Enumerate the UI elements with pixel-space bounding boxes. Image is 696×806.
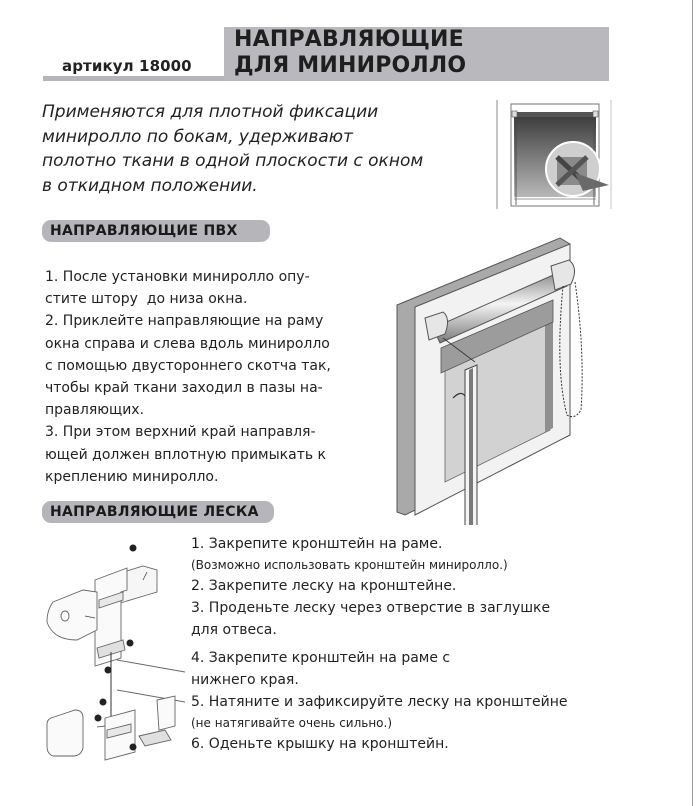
pvc-line: 3. При этом верхний край направля- bbox=[45, 424, 316, 441]
intro-line: Применяются для плотной фиксации bbox=[42, 102, 379, 122]
pvc-line: 2. Приклейте направляющие на раму bbox=[45, 313, 324, 330]
step-marker-2 bbox=[127, 640, 134, 647]
line-step-5: 5. Натяните и зафиксируйте леску на кронштейне bbox=[191, 694, 568, 710]
pvc-line: окна справа и слева вдоль миниролло bbox=[45, 335, 330, 352]
step-marker-5 bbox=[100, 699, 107, 706]
step-marker-1 bbox=[130, 545, 137, 552]
step-marker-4 bbox=[130, 744, 137, 751]
line-step-4: 4. Закрепите кронштейн на раме с bbox=[191, 650, 451, 666]
floor-plate bbox=[139, 730, 171, 746]
bracket-left bbox=[512, 111, 517, 117]
line-guide-illustration bbox=[35, 530, 185, 775]
line-step-5-note: (не натягивайте очень сильно.) bbox=[191, 716, 393, 730]
bracket-right bbox=[593, 111, 598, 117]
intro-line: в откидном положении. bbox=[42, 175, 258, 196]
pvc-line: чтобы край ткани заходил в пазы на- bbox=[45, 380, 323, 397]
line-step-6: 6. Оденьте крышку на кронштейн. bbox=[191, 736, 449, 752]
step-marker-3 bbox=[105, 667, 112, 674]
bottom-mount-plate bbox=[157, 696, 175, 730]
pvc-line: стите штору до низа окна. bbox=[45, 291, 248, 308]
line-instructions bbox=[191, 533, 611, 755]
title-line-2: ДЛЯ МИНИРОЛЛО bbox=[234, 53, 467, 78]
intro-line: миниролло по бокам, удерживают bbox=[42, 126, 353, 147]
window-illustration bbox=[495, 97, 615, 212]
side-mount-plate bbox=[47, 590, 97, 640]
section-heading-line: НАПРАВЛЯЮЩИЕ ЛЕСКА bbox=[42, 501, 274, 523]
article-underline bbox=[43, 76, 225, 81]
line-step-3-cont: для отвеса. bbox=[191, 622, 277, 638]
section-heading-pvc: НАПРАВЛЯЮЩИЕ ПВХ bbox=[42, 220, 270, 242]
bracket-cover bbox=[47, 710, 83, 756]
title-line-1: НАПРАВЛЯЮЩИЕ bbox=[234, 27, 464, 52]
line-step-3: 3. Проденьте леску через отверстие в заглушке bbox=[191, 600, 551, 616]
bracket-right bbox=[551, 260, 575, 290]
pvc-line: креплению миниролло. bbox=[45, 468, 219, 485]
arrow-icon bbox=[97, 726, 105, 727]
intro-line: полотно ткани в одной плоскости с окном bbox=[42, 151, 424, 171]
step-marker-6 bbox=[95, 715, 102, 722]
right-guide bbox=[545, 318, 553, 432]
line-step-4-cont: нижнего края. bbox=[191, 672, 299, 688]
roller-tube bbox=[514, 112, 596, 117]
page-border-line bbox=[692, 0, 693, 806]
page-title bbox=[234, 27, 466, 79]
pvc-instructions bbox=[45, 266, 375, 488]
pvc-line: правляющих. bbox=[45, 402, 145, 419]
pvc-line: ющей должен вплотную примыкать к bbox=[45, 446, 327, 463]
pvc-guide-illustration bbox=[385, 230, 610, 525]
pvc-line: с помощью двустороннего скотча так, bbox=[45, 357, 331, 374]
article-number: артикул 18000 bbox=[62, 57, 192, 75]
pvc-guide-groove bbox=[469, 368, 473, 525]
pvc-line: 1. После установки миниролло опу- bbox=[45, 269, 310, 285]
line-step-1-note: (Возможно использовать кронштейн миниролло.) bbox=[191, 558, 508, 572]
line-step-1: 1. Закрепите кронштейн на раме. bbox=[191, 536, 443, 552]
line-step-2: 2. Закрепите леску на кронштейне. bbox=[191, 578, 457, 594]
intro-text bbox=[42, 100, 492, 198]
